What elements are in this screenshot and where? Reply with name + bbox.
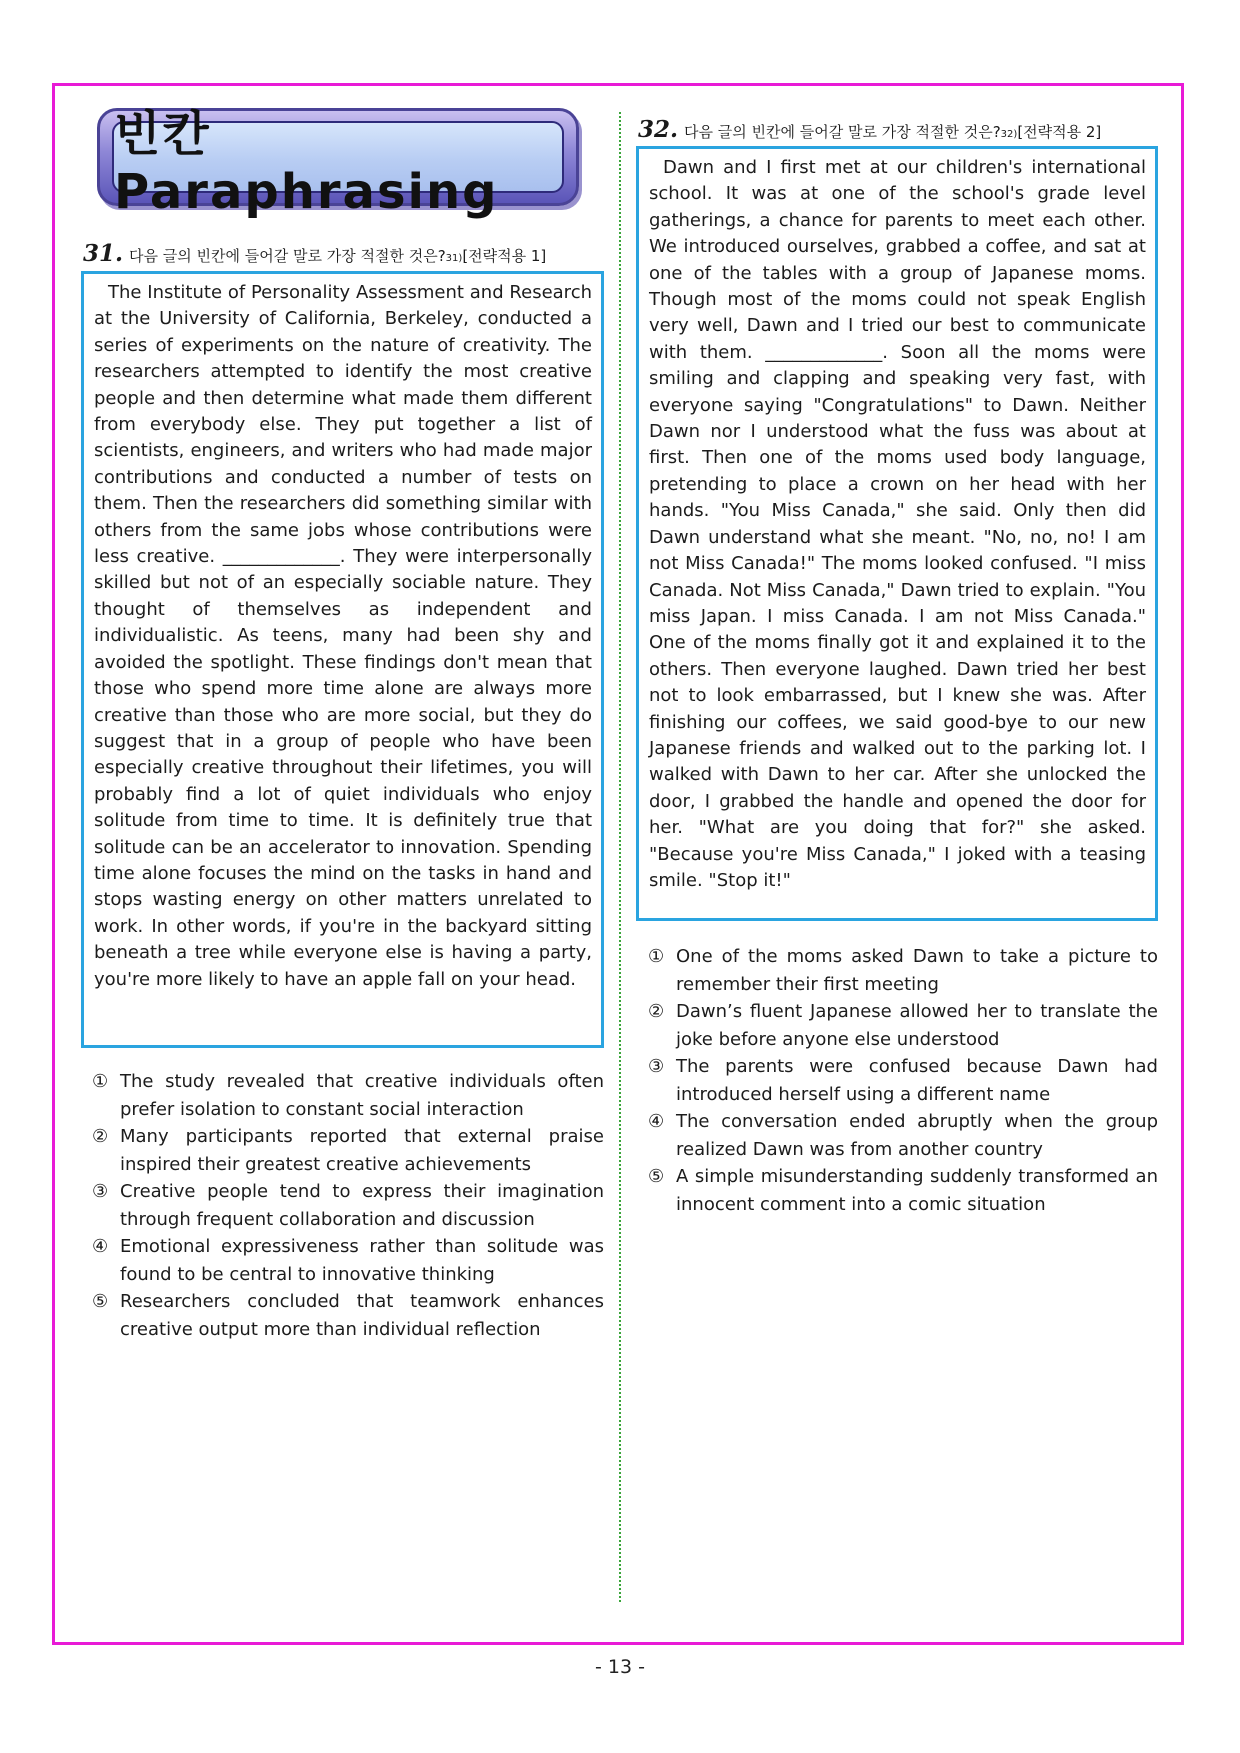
option-item[interactable] <box>648 1163 1158 1218</box>
section-title-badge <box>97 105 579 220</box>
option-item[interactable] <box>92 1068 604 1123</box>
option-item[interactable] <box>92 1233 604 1288</box>
option-number: ② <box>648 1001 665 1022</box>
question-32-prompt: 다음 글의 빈칸에 들어갈 말로 가장 적절한 것은? <box>684 123 1001 141</box>
question-31-options <box>92 1068 604 1343</box>
question-31-tag: [전략적용 1] <box>462 247 547 265</box>
option-item[interactable] <box>92 1178 604 1233</box>
option-text: Creative people tend to express their imagination through frequent collaboration and discussion <box>120 1181 604 1230</box>
option-text: A simple misunderstanding suddenly transformed an innocent comment into a comic situation <box>676 1166 1158 1215</box>
option-item[interactable] <box>648 1053 1158 1108</box>
option-number: ④ <box>92 1236 109 1257</box>
question-32-passage: Dawn and I first met at our children's international school. It was at one of the school's grade level gatherings, a chance for parents to meet each other. We introduced ourselves, grabbed a coffee, and sat at one of the tables with a group of Japanese moms. Though most of the moms could not speak English very well, Dawn and I tried our best to communicate with them. _____________. Soon all the moms were smiling and clapping and speaking very fast, with everyone saying "Congratulations" to Dawn. Neither Dawn nor I understood what the fuss was about at first. Then one of the moms used body language, pretending to place a crown on her head with her hands. "You Miss Canada," she said. Only then did Dawn understand what she meant. "No, no, no! I am not Miss Canada!" The moms looked confused. "I miss Canada. Not Miss Canada," Dawn tried to explain. "You miss Japan. I miss Canada. I am not Miss Canada." One of the moms finally got it and explained it to the others. Then everyone laughed. Dawn tried her best not to look embarrassed, but I knew she was. After finishing our coffees, we said good-bye to our new Japanese friends and walked out to the parking lot. I walked with Dawn to her car. After she unlocked the door, I grabbed the handle and opened the door for her. "What are you doing that for?" she asked. "Because you're Miss Canada," I joked with a teasing smile. "Stop it!" <box>636 146 1158 921</box>
question-31-number: 31. <box>83 240 124 267</box>
option-text: The parents were confused because Dawn had introduced herself using a different name <box>676 1056 1158 1105</box>
option-number: ② <box>92 1126 109 1147</box>
option-item[interactable] <box>648 1108 1158 1163</box>
option-number: ③ <box>648 1056 665 1077</box>
question-31-prompt: 다음 글의 빈칸에 들어갈 말로 가장 적절한 것은? <box>129 247 446 265</box>
option-number: ① <box>648 946 665 967</box>
option-number: ⑤ <box>648 1166 665 1187</box>
option-text: Many participants reported that external praise inspired their greatest creative achievements <box>120 1126 604 1175</box>
option-number: ① <box>92 1071 109 1092</box>
question-32-header <box>638 116 1101 143</box>
question-31-ref: 31) <box>445 253 463 264</box>
question-31-header <box>83 240 546 267</box>
question-32-tag: [전략적용 2] <box>1017 123 1102 141</box>
option-item[interactable] <box>648 943 1158 998</box>
option-text: One of the moms asked Dawn to take a picture to remember their first meeting <box>676 946 1158 995</box>
option-text: The conversation ended abruptly when the group realized Dawn was from another country <box>676 1111 1158 1160</box>
page-number: - 13 - <box>595 1656 645 1678</box>
option-item[interactable] <box>92 1123 604 1178</box>
section-title: 빈칸 Paraphrasing <box>114 105 499 220</box>
option-number: ④ <box>648 1111 665 1132</box>
option-text: Dawn’s fluent Japanese allowed her to translate the joke before anyone else understood <box>676 1001 1158 1050</box>
option-text: The study revealed that creative individuals often prefer isolation to constant social interaction <box>120 1071 604 1120</box>
question-32-number: 32. <box>638 116 679 143</box>
option-number: ③ <box>92 1181 109 1202</box>
section-title-inner <box>112 105 564 220</box>
option-number: ⑤ <box>92 1291 109 1312</box>
option-item[interactable] <box>648 998 1158 1053</box>
option-text: Researchers concluded that teamwork enhances creative output more than individual reflection <box>120 1291 604 1340</box>
option-text: Emotional expressiveness rather than solitude was found to be central to innovative thinking <box>120 1236 604 1285</box>
column-divider <box>619 112 621 1602</box>
question-32-ref: 32) <box>1000 129 1018 140</box>
question-31-passage: The Institute of Personality Assessment and Research at the University of California, Berkeley, conducted a series of experiments on the nature of creativity. The researchers attempted to identify the most creative people and then determine what made them different from everybody else. They put together a list of scientists, engineers, and writers who had made major contributions and conducted a number of tests on them. Then the researchers did something similar with others from the same jobs whose contributions were less creative. _____________. They were interpersonally skilled but not of an especially sociable nature. They thought of themselves as independent and individualistic. As teens, many had been shy and avoided the spotlight. These findings don't mean that those who spend more time alone are always more creative than those who are more social, but they do suggest that in a group of people who have been especially creative throughout their lifetimes, you will probably find a lot of quiet individuals who enjoy solitude from time to time. It is definitely true that solitude can be an accelerator to innovation. Spending time alone focuses the mind on the tasks in hand and stops wasting energy on other matters unrelated to work. In other words, if you're in the backyard sitting beneath a tree while everyone else is having a party, you're more likely to have an apple fall on your head. <box>81 271 604 1048</box>
question-32-options <box>648 943 1158 1218</box>
option-item[interactable] <box>92 1288 604 1343</box>
